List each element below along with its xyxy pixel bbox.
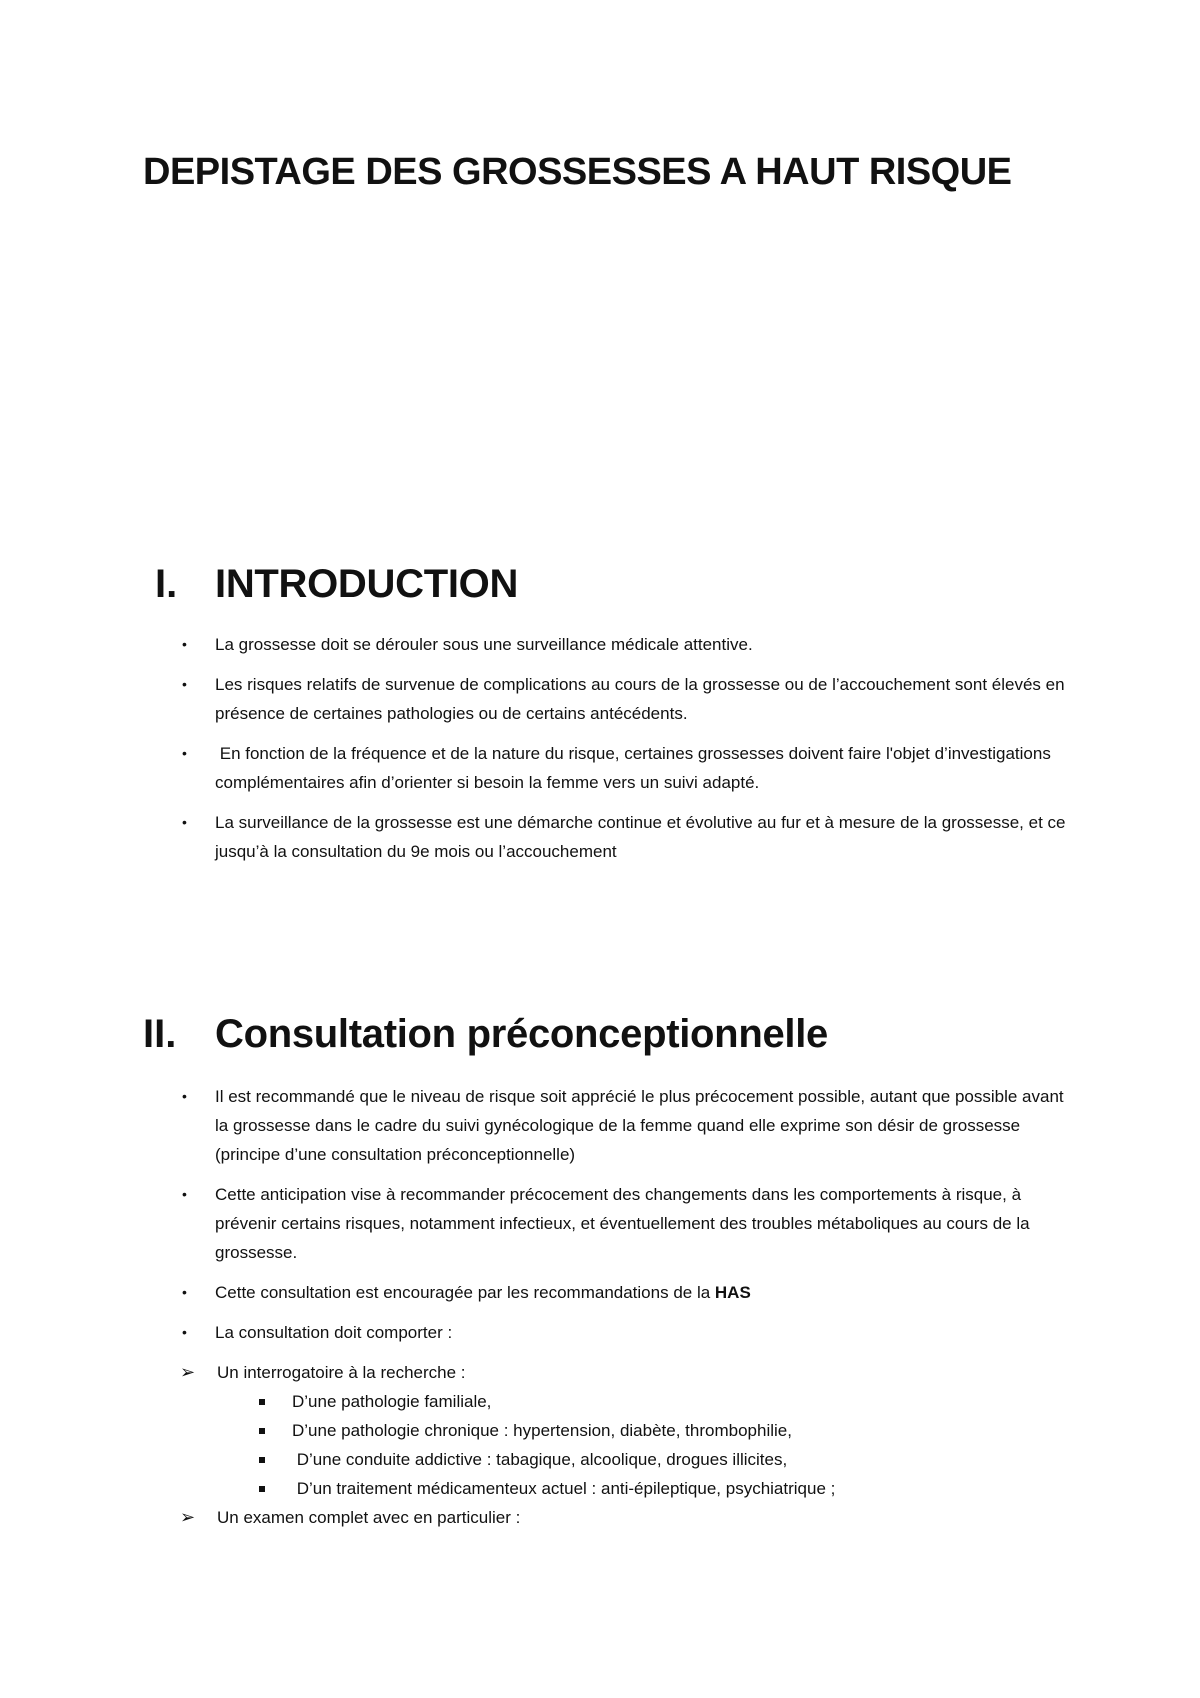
arrow-bullet-icon: ➢ — [180, 1507, 196, 1527]
bullet-icon: • — [182, 1324, 187, 1340]
bullet-icon: • — [182, 636, 187, 652]
has-label: HAS — [714, 1283, 751, 1302]
bullet-icon: • — [182, 745, 187, 761]
list-item — [0, 1180, 1200, 1267]
square-bullet-icon — [259, 1486, 265, 1492]
list-item — [0, 808, 1200, 866]
section-number: II. — [143, 1012, 177, 1056]
list-item-text: Les risques relatifs de survenue de complications au cours de la grossesse ou de l’accouchement sont élevés en présence de certaines pathologies ou de certains antécédents. — [215, 675, 1065, 723]
list-item-text: Cette anticipation vise à recommander précocement des changements dans les comportements à risque, à prévenir certains risques, notamment infectieux, et éventuellement des troubles métaboliques au cours de la grossesse. — [215, 1185, 1030, 1262]
arrow-list-item — [0, 1358, 1200, 1387]
sub-list-item — [0, 1445, 1200, 1474]
arrow-item-text: Un interrogatoire à la recherche : — [217, 1363, 466, 1382]
bullet-icon: • — [182, 1088, 187, 1104]
sub-item-text: D’un traitement médicamenteux actuel : anti-épileptique, psychiatrique ; — [292, 1479, 836, 1498]
arrow-bullet-icon: ➢ — [180, 1362, 196, 1382]
sub-item-list — [0, 1387, 1200, 1503]
sub-item-text: D’une pathologie familiale, — [292, 1392, 492, 1411]
list-item-text: Il est recommandé que le niveau de risque soit apprécié le plus précocement possible, autant que possible avant la grossesse dans le cadre du suivi gynécologique de la femme quand elle exprime son désir de grossesse (principe d’une consultation préconceptionnelle) — [215, 1087, 1064, 1164]
section-heading — [0, 1006, 1200, 1062]
square-bullet-icon — [259, 1428, 265, 1434]
preconception-bullet-list — [0, 1082, 1200, 1347]
arrow-item-text: Un examen complet avec en particulier : — [217, 1508, 521, 1527]
square-bullet-icon — [259, 1399, 265, 1405]
arrow-list-item — [0, 1503, 1200, 1532]
bullet-icon: • — [182, 814, 187, 830]
section-heading — [0, 556, 1200, 612]
square-bullet-icon — [259, 1457, 265, 1463]
list-item-text: En fonction de la fréquence et de la nature du risque, certaines grossesses doivent faire l'objet d’investigations complémentaires afin d’orienter si besoin la femme vers un suivi adapté. — [215, 744, 1056, 792]
section-number: I. — [155, 562, 178, 606]
sub-list-item — [0, 1474, 1200, 1503]
list-item — [0, 739, 1200, 797]
list-item — [0, 1082, 1200, 1169]
section-title: Consultation préconceptionnelle — [215, 1012, 828, 1056]
document-title: DEPISTAGE DES GROSSESSES A HAUT RISQUE — [143, 151, 1012, 193]
section-introduction — [0, 556, 1200, 866]
introduction-bullet-list — [0, 630, 1200, 866]
sub-item-text: D’une conduite addictive : tabagique, alcoolique, drogues illicites, — [292, 1450, 788, 1469]
list-item-text: La grossesse doit se dérouler sous une surveillance médicale attentive. — [215, 635, 753, 654]
list-item-text: Cette consultation est encouragée par les recommandations de la — [215, 1283, 715, 1302]
list-item-text: La surveillance de la grossesse est une démarche continue et évolutive au fur et à mesure de la grossesse, et ce jusqu’à la consultation du 9e mois ou l’accouchement — [215, 813, 1066, 861]
sub-list-item — [0, 1387, 1200, 1416]
bullet-icon: • — [182, 676, 187, 692]
sub-item-text: D’une pathologie chronique : hypertension, diabète, thrombophilie, — [292, 1421, 792, 1440]
section-title: INTRODUCTION — [215, 562, 519, 606]
list-item — [0, 1318, 1200, 1347]
list-item — [0, 630, 1200, 659]
bullet-icon: • — [182, 1186, 187, 1202]
list-item-text: La consultation doit comporter : — [215, 1323, 453, 1342]
section-preconception — [0, 1006, 1200, 1532]
bullet-icon: • — [182, 1284, 187, 1300]
list-item — [0, 670, 1200, 728]
list-item — [0, 1278, 1200, 1307]
sub-list-item — [0, 1416, 1200, 1445]
